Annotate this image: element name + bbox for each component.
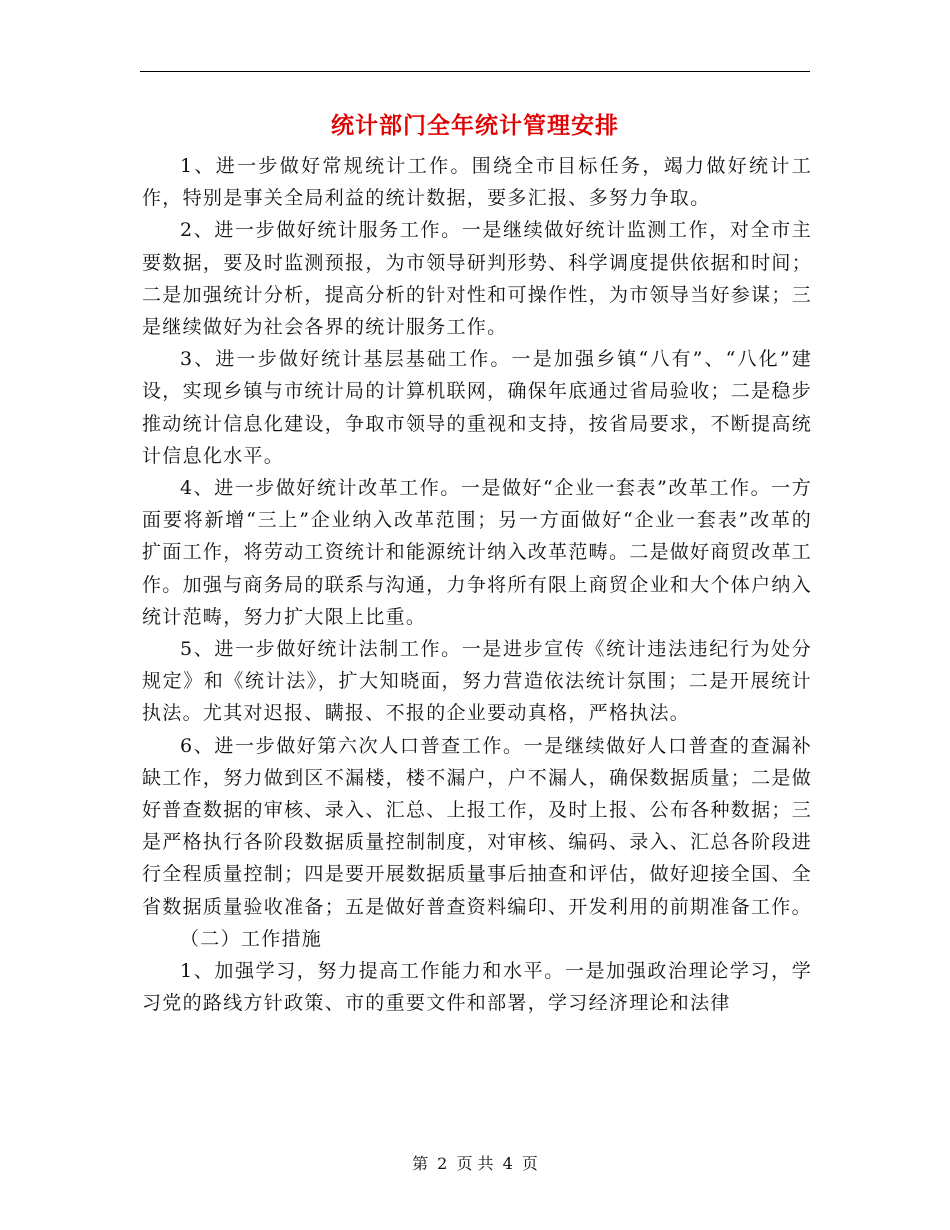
footer-current-page: 2 <box>437 1154 448 1173</box>
paragraph-6: 6、进一步做好第六次人口普查工作。一是继续做好人口普查的查漏补缺工作，努力做到区不漏楼，楼不漏户，户不漏人，确保数据质量；二是做好普查数据的审核、录入、汇总、上报工作，及时上报、公布各种数据；三是严格执行各阶段数据质量控制制度，对审核、编码、录入、汇总各阶段进行全程质量控制；四是要开展数据质量事后抽查和评估，做好迎接全国、全省数据质量验收准备；五是做好普查资料编印、开发利用的前期准备工作。 <box>142 734 812 918</box>
paragraph-4: 4、进一步做好统计改革工作。一是做好“企业一套表”改革工作。一方面要将新增“三上”企业纳入改革范围；另一方面做好“企业一套表”改革的扩面工作，将劳动工资统计和能源统计纳入改革范畴。二是做好商贸改革工作。加强与商务局的联系与沟通，力争将所有限上商贸企业和大个体户纳入统计范畴，努力扩大限上比重。 <box>142 477 812 628</box>
paragraph-5: 5、进一步做好统计法制工作。一是进步宣传《统计违法违纪行为处分规定》和《统计法》，扩大知晓面，努力营造依法统计氛围；二是开展统计执法。尤其对迟报、瞒报、不报的企业要动真格，严格执法。 <box>142 638 812 725</box>
paragraph-7: 1、加强学习，努力提高工作能力和水平。一是加强政治理论学习，学习党的路线方针政策、市的重要文件和部署，学习经济理论和法律 <box>142 960 812 1015</box>
footer-total-pages: 4 <box>502 1154 513 1173</box>
footer-suffix: 页 <box>521 1154 538 1173</box>
header-rule <box>140 71 810 72</box>
document-title: 统计部门全年统计管理安排 <box>331 113 619 139</box>
footer-prefix: 第 <box>412 1154 429 1173</box>
page-footer <box>0 1152 950 1176</box>
section-heading-measures: （二）工作措施 <box>180 927 323 950</box>
document-body <box>142 150 812 1019</box>
paragraph-1: 1、进一步做好常规统计工作。围绕全市目标任务，竭力做好统计工作，特别是事关全局利益的统计数据，要多汇报、多努力争取。 <box>142 155 812 210</box>
paragraph-3: 3、进一步做好统计基层基础工作。一是加强乡镇“八有”、“八化”建设，实现乡镇与市统计局的计算机联网，确保年底通过省局验收；二是稳步推动统计信息化建设，争取市领导的重视和支持，按省局要求，不断提高统计信息化水平。 <box>142 348 812 467</box>
paragraph-2: 2、进一步做好统计服务工作。一是继续做好统计监测工作，对全市主要数据，要及时监测预报，为市领导研判形势、科学调度提供依据和时间；二是加强统计分析，提高分析的针对性和可操作性，为市领导当好参谋；三是继续做好为社会各界的统计服务工作。 <box>142 219 812 339</box>
footer-middle: 页 共 <box>456 1154 494 1173</box>
